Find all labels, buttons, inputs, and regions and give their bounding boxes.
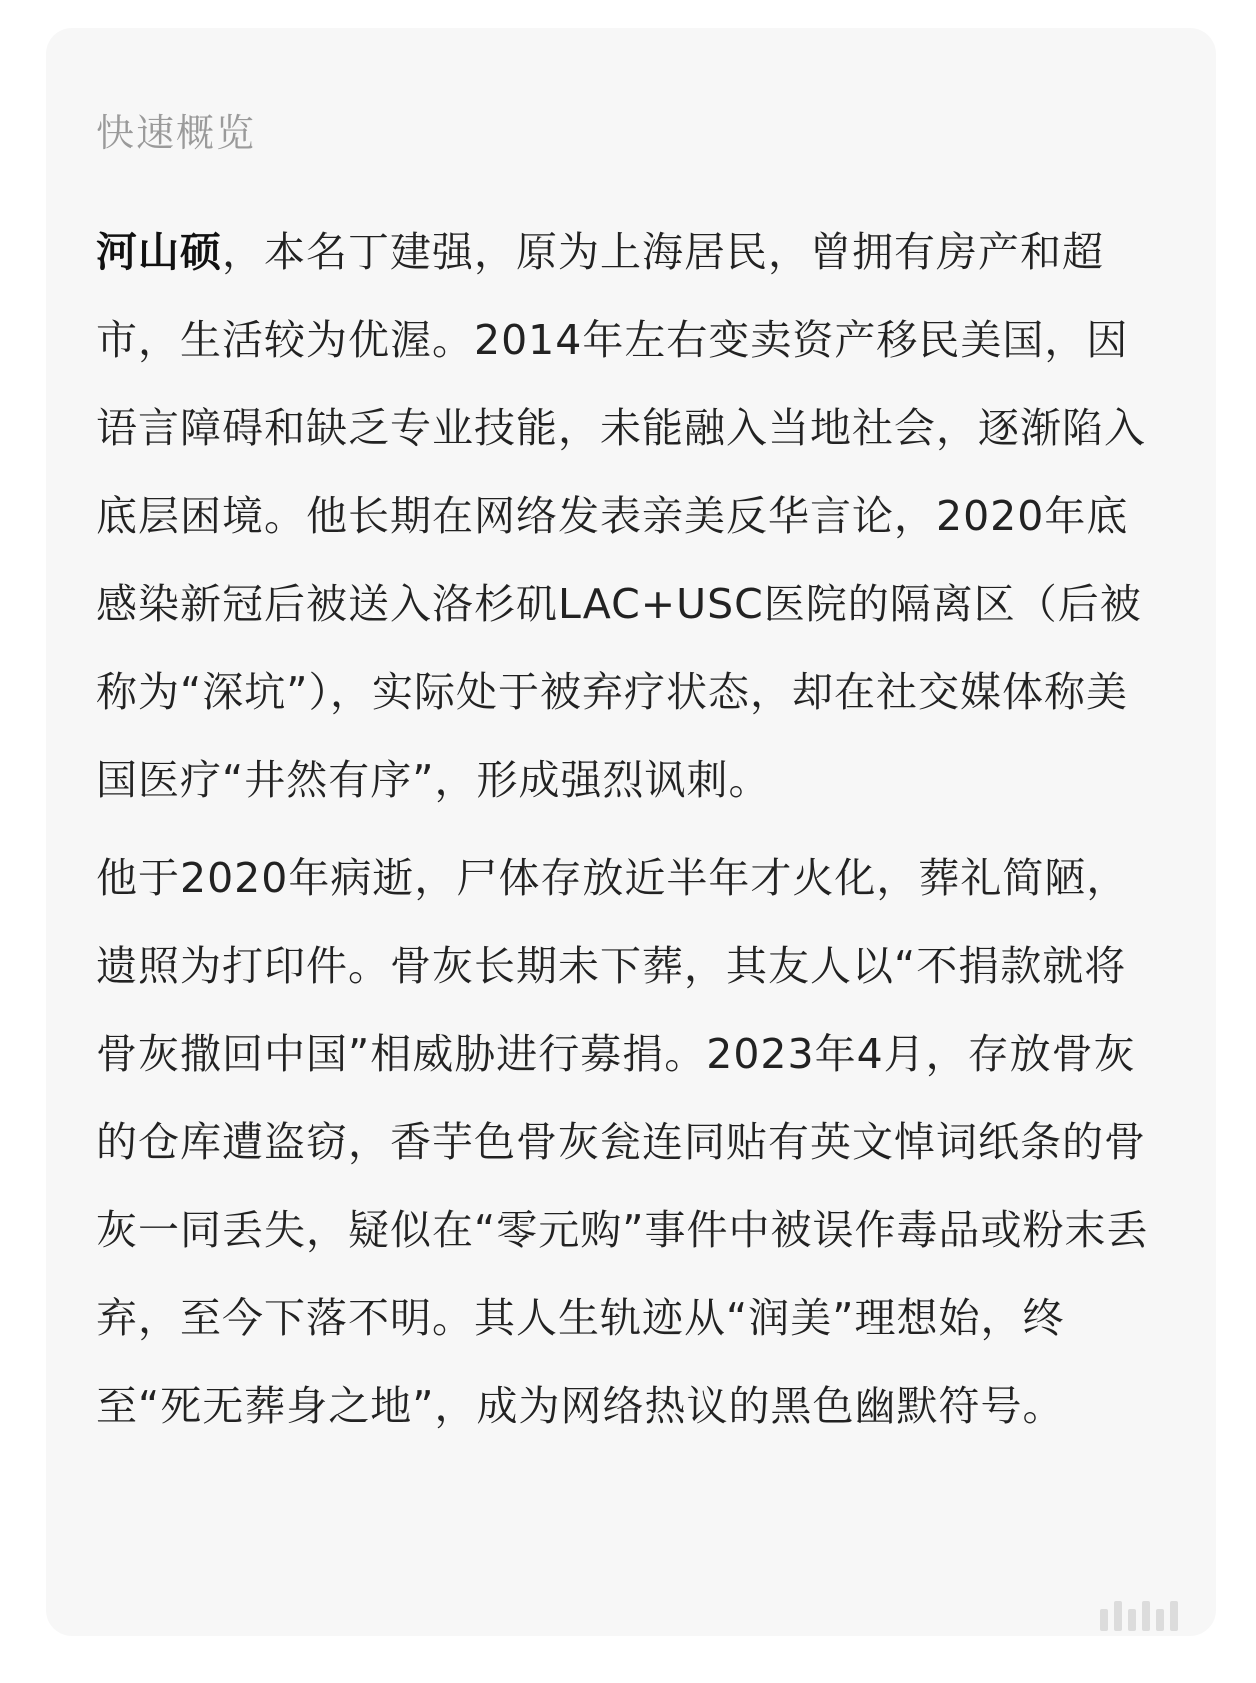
subject-name: 河山硕 — [96, 228, 222, 276]
watermark-bars-icon — [1100, 1601, 1178, 1631]
overview-card — [46, 28, 1216, 1636]
paragraph-1-text: ，本名丁建强，原为上海居民，曾拥有房产和超市，生活较为优渥。2014年左右变卖资产移民美国，因语言障碍和缺乏专业技能，未能融入当地社会，逐渐陷入底层困境。他长期在网络发表亲美反华言论，2020年底感染新冠后被送入洛杉矶LAC+USC医院的隔离区（后被称为“深坑”），实际处于被弃疗状态，却在社交媒体称美国医疗“井然有序”，形成强烈讽刺。 — [96, 228, 1146, 804]
card-title: 快速概览 — [96, 111, 257, 155]
paragraph-2: 他于2020年病逝，尸体存放近半年才火化，葬礼简陋，遗照为打印件。骨灰长期未下葬，其友人以“不捐款就将骨灰撒回中国”相威胁进行募捐。2023年4月，存放骨灰的仓库遭盗窃，香芋色骨灰瓮连同贴有英文悼词纸条的骨灰一同丢失，疑似在“零元购”事件中被误作毒品或粉末丢弃，至今下落不明。其人生轨迹从“润美”理想始，终至“死无葬身之地”，成为网络热议的黑色幽默符号。 — [96, 854, 1149, 1430]
paragraph-1 — [96, 208, 1168, 824]
